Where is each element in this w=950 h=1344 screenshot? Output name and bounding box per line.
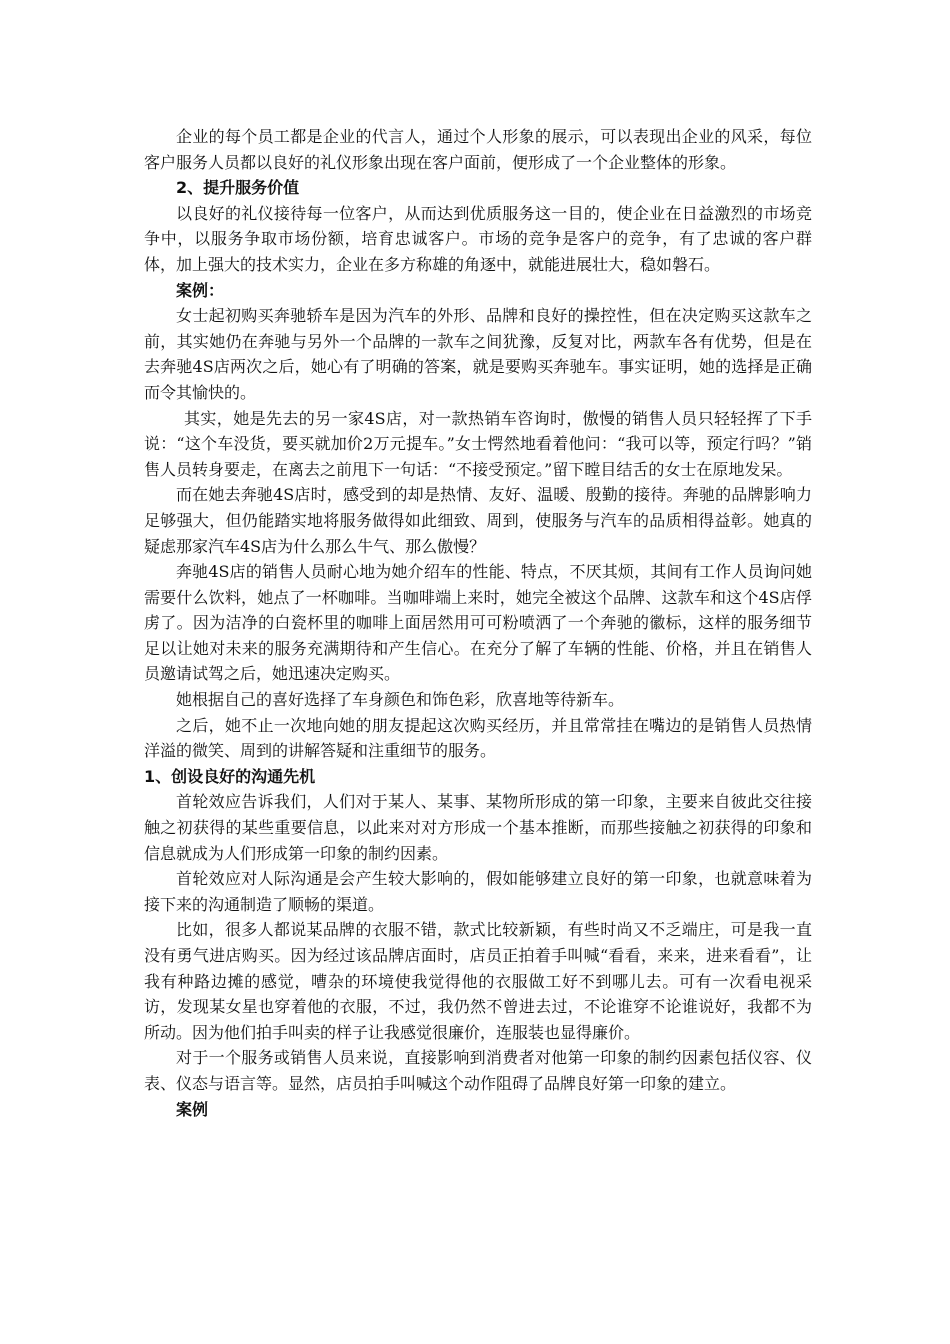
heading-service-value: 2、提升服务价值 [176,178,300,198]
paragraph-case-benz-reception: 而在她去奔驰4S店时，感受到的却是热情、友好、温暖、殷勤的接待。奔驰的品牌影响力足够强大，但仍能踏实地将服务做得如此细致、周到，使服务与汽车的品质相得益彰。她真的疑虑那家汽车4S店为什么那么牛气、那么傲慢？ [144,485,812,556]
paragraph-case-coffee: 奔驰4S店的销售人员耐心地为她介绍车的性能、特点，不厌其烦，其间有工作人员询问她需要什么饮料，她点了一杯咖啡。当咖啡端上来时，她完全被这个品牌、这款车和这个4S店俘虏了。因为洁净的白瓷杯里的咖啡上面居然用可可粉喷洒了一个奔驰的徽标，这样的服务细节足以让她对未来的服务充满期待和产生信心。在充分了解了车辆的性能、价格，并且在销售人员邀请试驾之后，她迅速决定购买。 [144,562,812,684]
heading-communication: 1、创设良好的沟通先机 [144,766,316,786]
paragraph-case-color: 她根据自己的喜好选择了车身颜色和饰色彩，欣喜地等待新车。 [176,690,625,710]
paragraph-service-value: 以良好的礼仪接待每一位客户，从而达到优质服务这一目的，使企业在日益激烈的市场竞争中，以服务争取市场份额，培育忠诚客户。市场的竞争是客户的竞争，有了忠诚的客户群体，加上强大的技术实力，企业在多方称雄的角逐中，就能进展壮大，稳如磐石。 [144,203,812,274]
paragraph-factors: 对于一个服务或销售人员来说，直接影响到消费者对他第一印象的制约因素包括仪容、仪表、仪态与语言等。显然，店员拍手叫喊这个动作阻碍了品牌良好第一印象的建立。 [144,1048,812,1093]
document-body [144,124,812,1122]
heading-case: 案例： [176,280,225,300]
paragraph-image: 企业的每个员工都是企业的代言人，通过个人形象的展示，可以表现出企业的风采，每位客户服务人员都以良好的礼仪形象出现在客户面前，便形成了一个企业整体的形象。 [144,127,812,172]
heading-case-2: 案例 [176,1099,209,1119]
paragraph-case-other-dealer: 其实，她是先去的另一家4S店，对一款热销车咨询时，傲慢的销售人员只轻轻挥了下手说：“这个车没货，要买就加价2万元提车。”女士愕然地看着他问：“我可以等，预定行吗？”销售人员转身要走，在离去之前甩下一句话：“不接受预定。”留下瞠目结舌的女士在原地发呆。 [144,408,812,479]
paragraph-case-intro: 女士起初购买奔驰轿车是因为汽车的外形、品牌和良好的操控性，但在决定购买这款车之前，其实她仍在奔驰与另外一个品牌的一款车之间犹豫，反复对比，两款车各有优势，但是在去奔驰4S店两次之后，她心有了明确的答案，就是要购买奔驰车。事实证明，她的选择是正确而令其愉快的。 [144,306,812,402]
paragraph-primacy-effect: 首轮效应告诉我们，人们对于某人、某事、某物所形成的第一印象，主要来自彼此交往接触之初获得的某些重要信息，以此来对对方形成一个基本推断，而那些接触之初获得的印象和信息就成为人们形成第一印象的制约因素。 [144,792,812,863]
paragraph-case-afterwards: 之后，她不止一次地向她的朋友提起这次购买经历，并且常常挂在嘴边的是销售人员热情洋溢的微笑、周到的讲解答疑和注重细节的服务。 [144,715,812,761]
paragraph-clothing-example: 比如，很多人都说某品牌的衣服不错，款式比较新颖，有些时尚又不乏端庄，可是我一直没有勇气进店购买。因为经过该品牌店面时，店员正拍着手叫喊“看看，来来，进来看看”，让我有种路边摊的感觉，嘈杂的环境使我觉得他的衣服做工好不到哪儿去。可有一次看电视采访，发现某女星也穿着他的衣服，不过，我仍然不曾进去过，不论谁穿不论谁说好，我都不为所动。因为他们拍手叫卖的样子让我感觉很廉价，连服装也显得廉价。 [144,920,812,1042]
paragraph-primacy-impact: 首轮效应对人际沟通是会产生较大影响的，假如能够建立良好的第一印象，也就意味着为接下来的沟通制造了顺畅的渠道。 [144,869,812,914]
